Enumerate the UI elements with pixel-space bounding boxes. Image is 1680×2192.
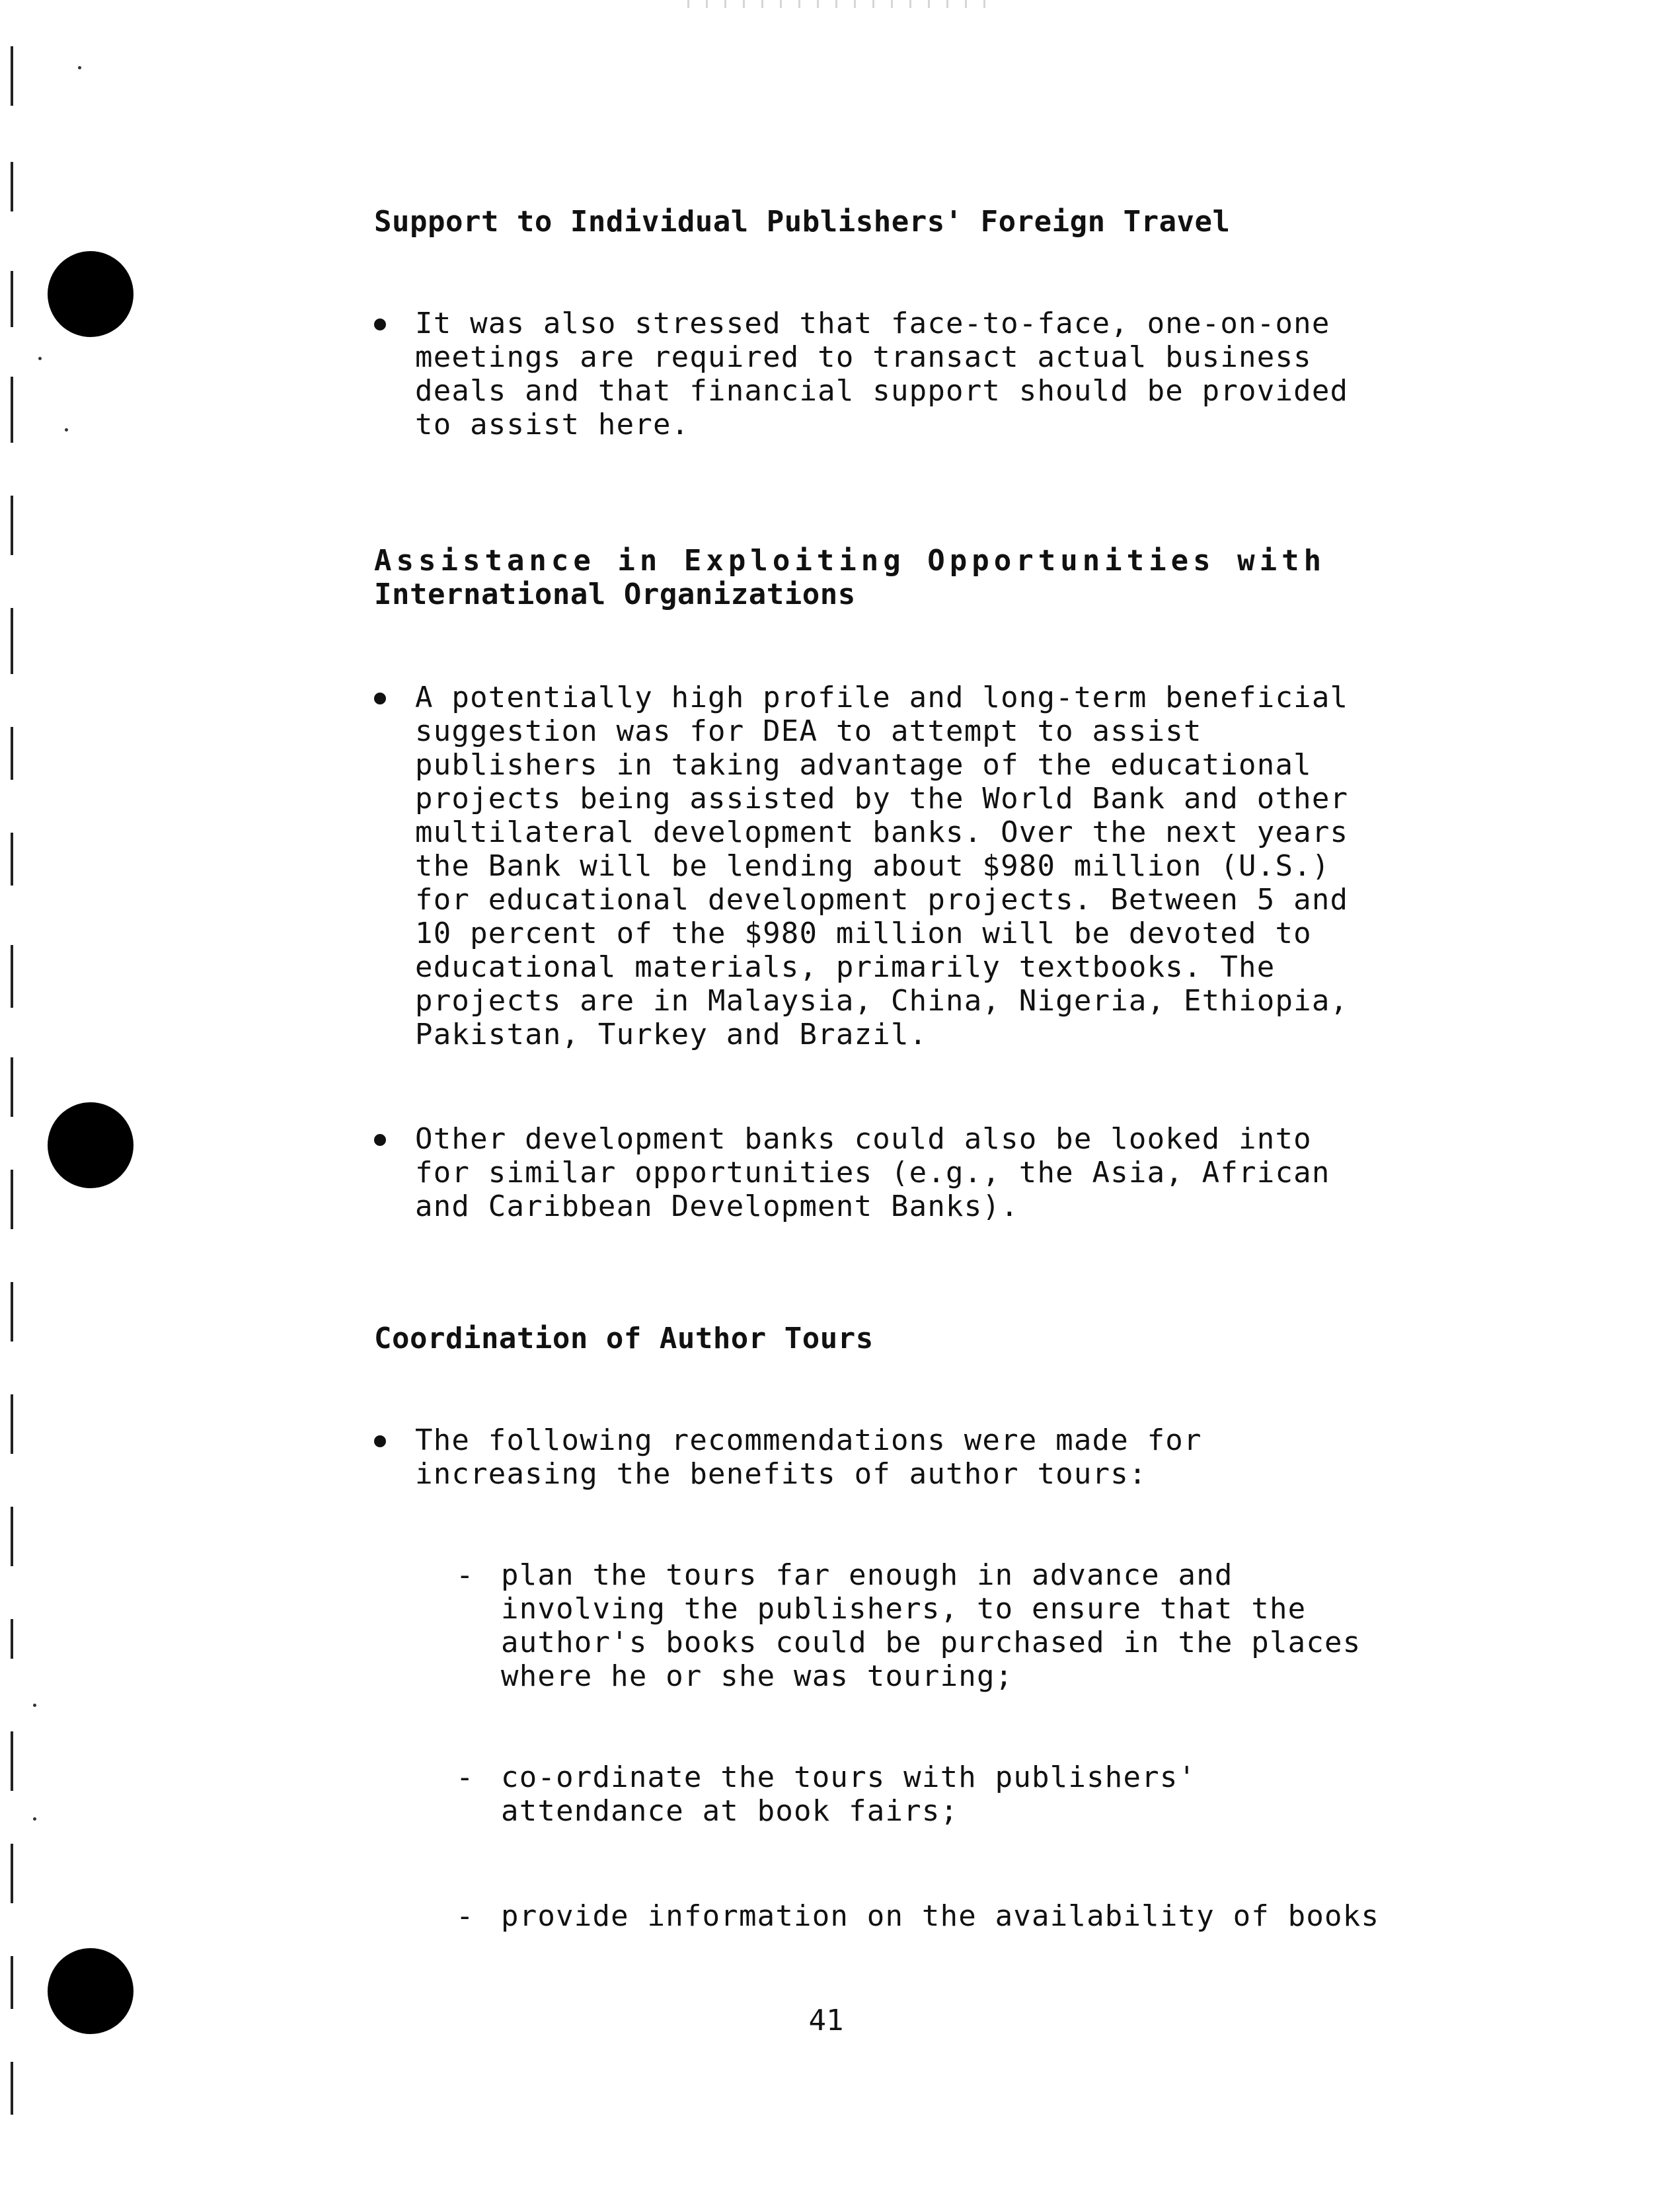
edge-mark bbox=[11, 1844, 13, 1903]
edge-mark bbox=[11, 377, 13, 443]
scan-noise bbox=[687, 0, 991, 8]
sub-list-item bbox=[456, 1558, 1474, 1697]
bullet-text: Other development banks could also be looked into for similar opportunities (e.g., the Asia, African and Caribbean Development Banks). bbox=[415, 1122, 1330, 1223]
edge-mark bbox=[11, 1170, 13, 1229]
edge-mark bbox=[11, 46, 13, 106]
sub-item-text: plan the tours far enough in advance and involving the publishers, to ensure that the author's books could be purchased in the places where he or she was touring; bbox=[501, 1558, 1361, 1693]
section-heading-international-organizations-line2: International Organizations bbox=[374, 578, 856, 611]
punch-hole-top bbox=[48, 251, 134, 337]
edge-mark bbox=[11, 1394, 13, 1454]
scan-speck bbox=[78, 66, 81, 69]
bullet-icon bbox=[374, 693, 386, 704]
edge-mark bbox=[11, 1282, 13, 1342]
scan-speck bbox=[33, 1704, 36, 1707]
edge-mark bbox=[11, 1731, 13, 1791]
edge-mark bbox=[11, 1956, 13, 2009]
edge-mark bbox=[11, 608, 13, 674]
bullet-icon bbox=[374, 1134, 386, 1146]
section-heading-author-tours: Coordination of Author Tours bbox=[374, 1322, 874, 1355]
bullet-text: The following recommendations were made for increasing the benefits of author tours: bbox=[415, 1423, 1202, 1491]
bullet-item bbox=[374, 681, 1471, 1057]
dash-marker: - bbox=[456, 1899, 474, 1933]
dash-marker: - bbox=[456, 1558, 474, 1592]
section-heading-international-organizations: Assistance in Exploiting Opportunities with bbox=[374, 544, 1326, 578]
edge-mark bbox=[11, 945, 13, 1008]
edge-mark bbox=[11, 496, 13, 555]
edge-mark bbox=[11, 1057, 13, 1117]
bullet-item bbox=[374, 307, 1471, 445]
bullet-text: It was also stressed that face-to-face, one-on-one meetings are required to transact actual business deals and that financial support should be provided to assist here. bbox=[415, 307, 1349, 441]
edge-mark bbox=[11, 271, 13, 327]
bullet-icon bbox=[374, 319, 386, 330]
edge-mark bbox=[11, 833, 13, 886]
edge-mark bbox=[11, 727, 13, 780]
scan-speck bbox=[38, 357, 42, 360]
edge-mark bbox=[11, 1507, 13, 1566]
scan-speck bbox=[65, 428, 68, 432]
bullet-text: A potentially high profile and long-term beneficial suggestion was for DEA to attempt to assist publishers in taking advantage of the educational projects being assisted by the World Bank and other multilateral development banks. Over the next years the Bank will be lending about $980 million (U.S.) for educational development projects. Between 5 and 10 percent of the $980 million will be devoted to educational materials, primarily textbooks. The projects are in Malaysia, China, Nigeria, Ethiopia, Pakistan, Turkey and Brazil. bbox=[415, 681, 1349, 1051]
sub-item-text: provide information on the availability of books bbox=[501, 1899, 1380, 1933]
bullet-item bbox=[374, 1423, 1471, 1496]
punch-hole-middle bbox=[48, 1102, 134, 1188]
page-number: 41 bbox=[808, 2004, 844, 2037]
sub-list-item bbox=[456, 1899, 1474, 1939]
scan-speck bbox=[33, 1817, 36, 1821]
sub-list-item bbox=[456, 1760, 1474, 1833]
bullet-icon bbox=[374, 1435, 386, 1447]
punch-hole-bottom bbox=[48, 1948, 134, 2034]
sub-item-text: co-ordinate the tours with publishers' attendance at book fairs; bbox=[501, 1760, 1197, 1828]
edge-mark bbox=[11, 162, 13, 211]
section-heading-foreign-travel: Support to Individual Publishers' Foreign Travel bbox=[374, 205, 1231, 239]
edge-mark bbox=[11, 1619, 13, 1659]
dash-marker: - bbox=[456, 1760, 474, 1794]
edge-mark bbox=[11, 2062, 13, 2115]
bullet-item bbox=[374, 1122, 1471, 1228]
